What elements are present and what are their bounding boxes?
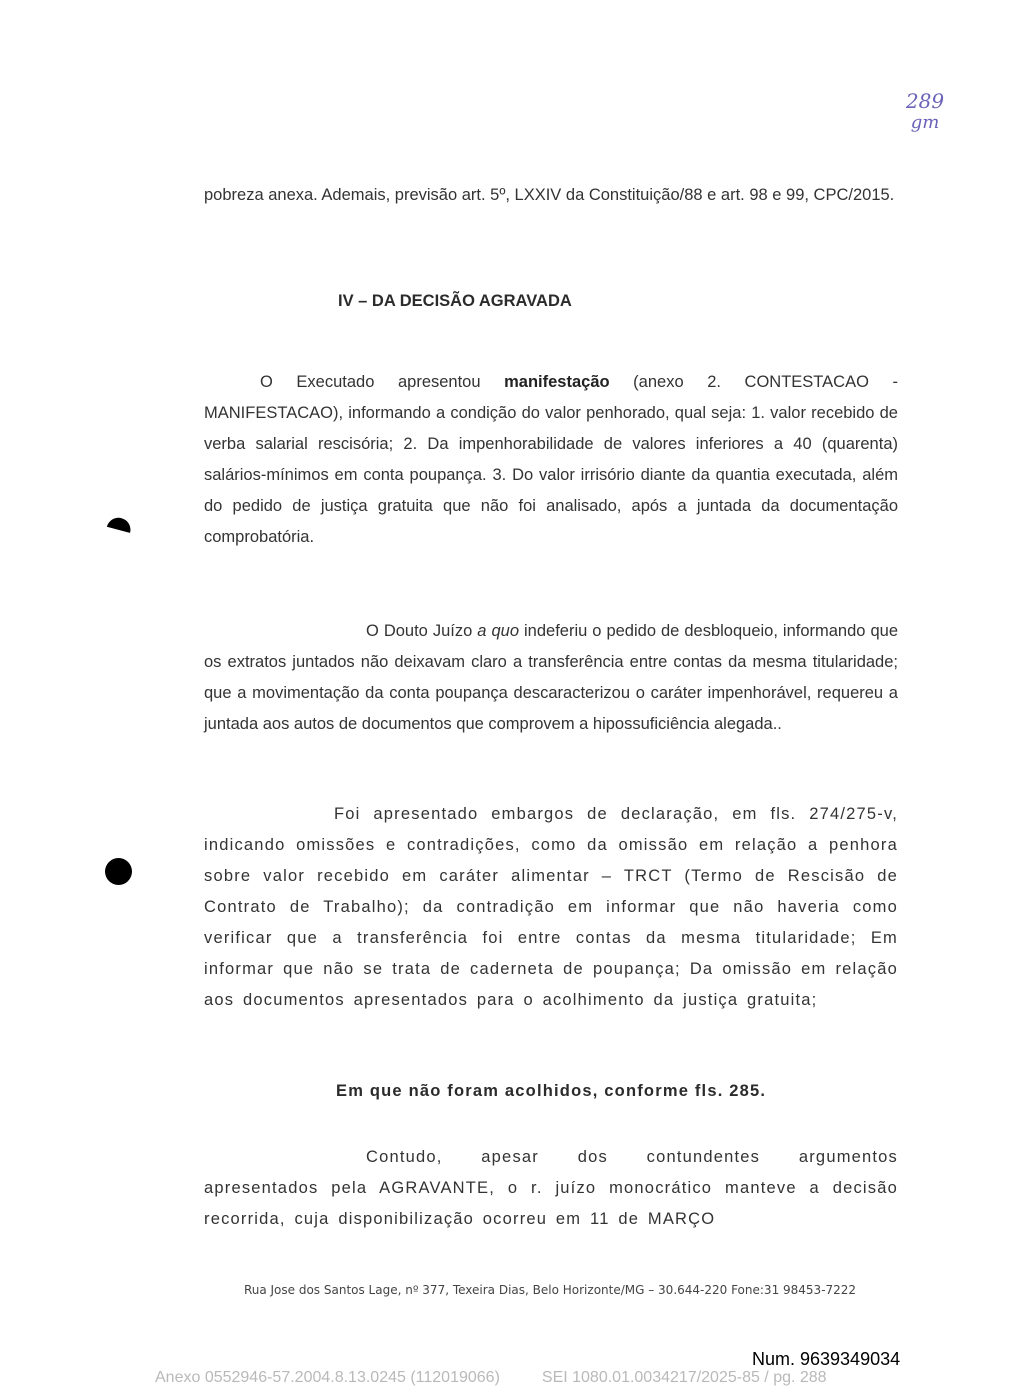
bold-statement: Em que não foram acolhidos, conforme fls. 285. bbox=[336, 1082, 767, 1100]
paragraph-1-rest: (anexo 2. CONTESTACAO - MANIFESTACAO), informando a condição do valor penhorado, qual seja: 1. valor recebido de verba salarial rescisória; 2. Da impenhorabilidade de valores inferiores a 40 (quarenta) salários-mínimos em conta poupança. 3. Do valor irrisório diante da quantia executada, além do pedido de justiça gratuita que não foi analisado, após a juntada da documentação comprobatória. bbox=[204, 373, 898, 546]
sei-reference: SEI 1080.01.0034217/2025-85 / pg. 288 bbox=[541, 1369, 827, 1386]
paragraph-1-bold: manifestação bbox=[504, 373, 610, 391]
annex-stamp bbox=[155, 1369, 827, 1387]
paragraph-manifestacao bbox=[204, 367, 898, 553]
footer-address: Rua Jose dos Santos Lage, nº 377, Texeira Dias, Belo Horizonte/MG – 30.644-220 Fone:31 98453-7222 bbox=[243, 1283, 857, 1297]
document-number: Num. 9639349034 bbox=[752, 1349, 901, 1369]
paragraph-embargos: Foi apresentado embargos de declaração, em fls. 274/275-v, indicando omissões e contradições, como da omissão em relação a penhora sobre valor recebido em caráter alimentar – TRCT (Termo de Rescisão de Contrato de Trabalho); da contradição em informar que não haveria como verificar que a transferência foi entre contas da mesma titularidade; Em informar que não se trata de caderneta de poupança; Da omissão em relação aos documentos apresentados para o acolhimento da justiça gratuita; bbox=[204, 805, 898, 1009]
page-mark-initials: gm bbox=[910, 112, 940, 133]
paragraph-2-italic: a quo bbox=[477, 622, 519, 640]
paragraph-1-lead: O Executado apresentou bbox=[260, 373, 505, 391]
section-heading: IV – DA DECISÃO AGRAVADA bbox=[338, 292, 572, 310]
punch-hole-partial bbox=[107, 515, 133, 533]
paragraph-juizo-a-quo bbox=[204, 616, 898, 740]
punch-hole bbox=[105, 858, 132, 885]
annex-reference: Anexo 0552946-57.2004.8.13.0245 (112019066) bbox=[155, 1369, 500, 1386]
paragraph-2-rest: indeferiu o pedido de desbloqueio, informando que os extratos juntados não deixavam claro a transferência entre contas da mesma titularidade; que a movimentação da conta poupança descaracterizou o caráter impenhorável, requereu a juntada aos autos de documentos que comprovem a hipossuficiência alegada.. bbox=[204, 622, 898, 733]
page-mark-number: 289 bbox=[905, 89, 945, 113]
paragraph-contudo: Contudo, apesar dos contundentes argumentos apresentados pela AGRAVANTE, o r. juízo monocrático manteve a decisão recorrida, cuja disponibilização ocorreu em 11 de MARÇO bbox=[204, 1148, 898, 1228]
handwritten-page-mark bbox=[895, 90, 955, 134]
intro-paragraph: pobreza anexa. Ademais, previsão art. 5º, LXXIV da Constituição/88 e art. 98 e 99, CPC/2015. bbox=[204, 186, 895, 204]
paragraph-2-lead: O Douto Juízo bbox=[366, 622, 478, 640]
